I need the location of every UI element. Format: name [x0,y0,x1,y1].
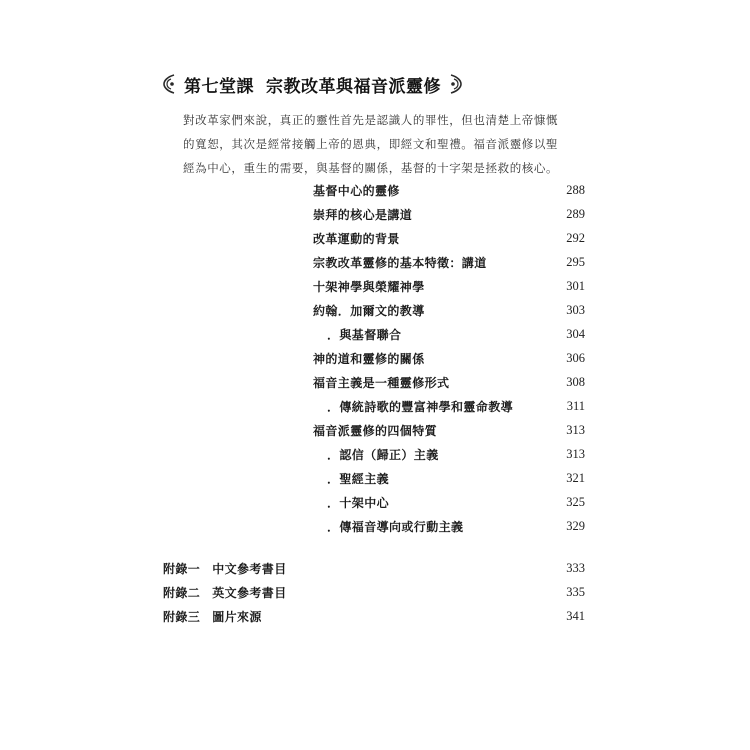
toc-entry[interactable] [313,226,585,250]
appendix-entry[interactable] [163,556,585,580]
intro-line: 經為中心，重生的需要，與基督的關係，基督的十字架是拯救的核心。 [183,161,559,175]
toc-entry-title: 約翰．加爾文的教導 [313,303,425,318]
toc-entry-page: 325 [566,494,585,509]
appendix-name: 英文參考書目 [212,585,287,600]
toc-entry[interactable] [313,418,585,442]
right-ornament-icon [449,73,463,95]
appendix-entry-page: 333 [566,560,585,575]
toc-entry-page: 292 [566,230,585,245]
toc-entry-page: 313 [566,422,585,437]
appendix-entry-title [163,608,262,625]
chapter-number: 第七堂課 [184,76,254,97]
toc-entry-title: 改革運動的背景 [313,231,400,246]
toc-entry[interactable] [313,274,585,298]
toc-entry-page: 288 [566,182,585,197]
toc-entry-page: 313 [566,446,585,461]
toc-entry-page: 311 [566,398,585,413]
left-ornament-icon [162,73,176,95]
toc-entry-page: 329 [566,518,585,533]
toc-entry[interactable] [313,346,585,370]
toc-subentry[interactable] [313,466,585,490]
toc-entry-title: 十架神學與榮耀神學 [313,279,425,294]
toc-entry-title: 福音派靈修的四個特質 [313,423,438,438]
appendix-entry[interactable] [163,580,585,604]
toc-subentry[interactable] [313,490,585,514]
appendix-entry-page: 335 [566,584,585,599]
toc-subentry[interactable] [313,322,585,346]
toc-entry-title: 崇拜的核心是講道 [313,207,413,222]
appendix-label: 附錄二 [163,585,201,600]
toc-entry-title: ．十架中心 [327,495,390,510]
toc-entry-title: 基督中心的靈修 [313,183,400,198]
toc-subentry[interactable] [313,394,585,418]
appendix-label: 附錄一 [163,561,201,576]
intro-line: 的寬恕，其次是經常接觸上帝的恩典，即經文和聖禮。福音派靈修以聖 [183,137,559,151]
appendix-entry-page: 341 [566,608,585,623]
toc-entry[interactable] [313,370,585,394]
toc-entry[interactable] [313,250,585,274]
toc-entry[interactable] [313,178,585,202]
toc-subentry[interactable] [313,442,585,466]
toc-entry[interactable] [313,202,585,226]
toc-entry-title: 福音主義是一種靈修形式 [313,375,450,390]
appendix-entry-title [163,560,287,577]
appendix-name: 圖片來源 [212,609,262,624]
chapter-heading [162,68,463,100]
chapter-intro [183,108,583,180]
toc-entry-page: 304 [566,326,585,341]
toc-entry-page: 295 [566,254,585,269]
chapter-name: 宗教改革與福音派靈修 [266,76,441,97]
appendix-entry[interactable] [163,604,585,628]
table-of-contents [313,178,585,538]
toc-entry-title: 宗教改革靈修的基本特徵：講道 [313,255,487,270]
chapter-title [184,72,441,97]
toc-entry-page: 308 [566,374,585,389]
toc-entry-title: ．與基督聯合 [327,327,402,342]
toc-entry-page: 289 [566,206,585,221]
toc-entry-page: 306 [566,350,585,365]
appendix-label: 附錄三 [163,609,201,624]
intro-line: 對改革家們來說，真正的靈性首先是認識人的罪性，但也清楚上帝慷慨 [183,113,559,127]
appendix-entry-title [163,584,287,601]
toc-entry-page: 321 [566,470,585,485]
toc-entry[interactable] [313,298,585,322]
toc-entry-page: 301 [566,278,585,293]
toc-entry-title: 神的道和靈修的關係 [313,351,425,366]
toc-entry-title: ．聖經主義 [327,471,390,486]
toc-entry-title: ．認信（歸正）主義 [327,447,439,462]
toc-entry-page: 303 [566,302,585,317]
appendix-list [163,556,585,628]
appendix-name: 中文參考書目 [212,561,287,576]
toc-entry-title: ．傳統詩歌的豐富神學和靈命教導 [327,399,514,414]
toc-entry-title: ．傳福音導向或行動主義 [327,519,464,534]
toc-subentry[interactable] [313,514,585,538]
